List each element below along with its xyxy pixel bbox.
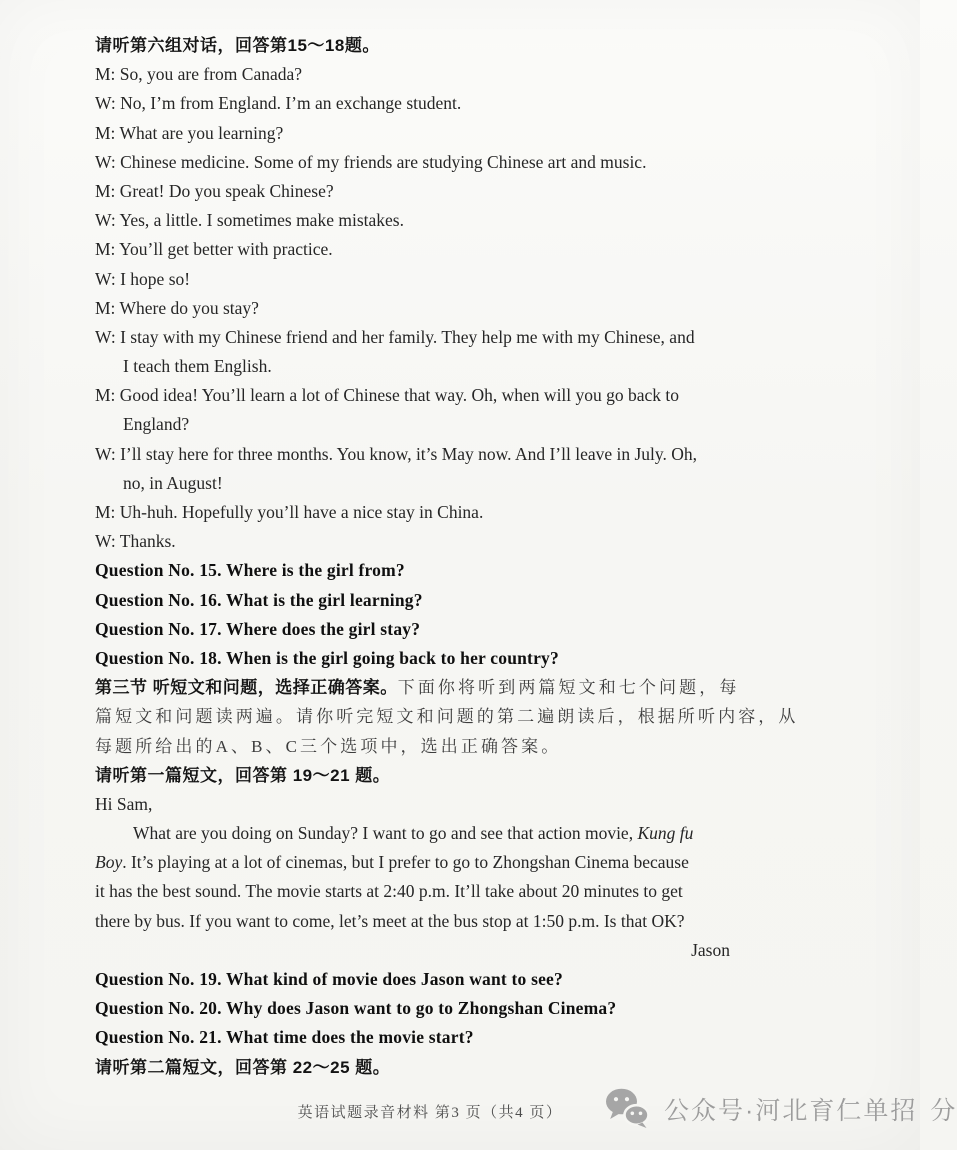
text-segment: no, in August! bbox=[123, 472, 223, 493]
transcript-line bbox=[95, 60, 740, 89]
text-segment: W: I hope so! bbox=[95, 268, 191, 289]
transcript-line bbox=[95, 498, 740, 527]
text-segment: 请听第一篇短文，回答第 19～21 题。 bbox=[95, 765, 391, 785]
transcript-line bbox=[95, 410, 740, 439]
transcript-line bbox=[95, 323, 740, 352]
transcript-line bbox=[95, 177, 740, 206]
transcript-line bbox=[95, 673, 740, 702]
transcript-line bbox=[95, 352, 740, 381]
transcript-line bbox=[95, 235, 740, 264]
text-segment: M: Uh-huh. Hopefully you’ll have a nice stay in China. bbox=[95, 502, 484, 522]
text-segment: there by bus. If you want to come, let’s meet at the bus stop at 1:50 p.m. Is that OK? bbox=[95, 910, 685, 931]
transcript-line bbox=[95, 440, 740, 469]
listening-transcript bbox=[95, 31, 799, 1082]
watermark-clipped-char: 分 bbox=[930, 1097, 957, 1125]
text-segment: Jason bbox=[691, 939, 730, 960]
text-segment: it has the best sound. The movie starts at 2:40 p.m. It’ll take about 20 minutes to get bbox=[95, 881, 683, 902]
transcript-line bbox=[95, 761, 740, 790]
transcript-line bbox=[95, 848, 740, 877]
text-segment: Boy bbox=[95, 852, 123, 873]
transcript-line bbox=[95, 206, 740, 235]
transcript-line bbox=[95, 586, 740, 615]
text-segment: I teach them English. bbox=[123, 356, 272, 377]
text-segment: M: So, you are from Canada? bbox=[95, 64, 303, 85]
transcript-line bbox=[95, 556, 740, 585]
text-segment: Question No. 19. What kind of movie does Jason want to see? bbox=[95, 969, 563, 989]
text-segment: W: No, I’m from England. I’m an exchange student. bbox=[95, 93, 462, 114]
text-segment: . It’s playing at a lot of cinemas, but I prefer to go to Zhongshan Cinema because bbox=[122, 852, 689, 873]
text-segment: Hi Sam, bbox=[95, 793, 153, 814]
transcript-line bbox=[95, 381, 740, 410]
text-segment: Question No. 18. When is the girl going back to her country? bbox=[95, 647, 559, 668]
text-segment: 请听第二篇短文，回答第 22～25 题。 bbox=[95, 1057, 391, 1077]
text-segment: M: You’ll get better with practice. bbox=[95, 239, 333, 260]
page-footer: 英语试题录音材料 第3 页（共4 页） bbox=[297, 1105, 563, 1121]
transcript-line bbox=[95, 644, 740, 673]
transcript-line bbox=[95, 877, 740, 906]
text-segment: Question No. 15. Where is the girl from? bbox=[95, 560, 405, 581]
transcript-line bbox=[95, 907, 740, 936]
text-segment: 篇短文和问题读两遍。请你听完短文和问题的第二遍朗读后，根据所听内容，从 bbox=[95, 707, 799, 727]
transcript-line bbox=[95, 527, 740, 556]
transcript-line bbox=[95, 1023, 740, 1052]
transcript-line bbox=[95, 702, 799, 731]
text-segment: Question No. 20. Why does Jason want to go to Zhongshan Cinema? bbox=[95, 998, 617, 1019]
text-segment: M: Where do you stay? bbox=[95, 297, 259, 318]
text-segment: Question No. 21. What time does the movie start? bbox=[95, 1027, 474, 1048]
transcript-line bbox=[95, 1053, 740, 1082]
text-segment: 第三节 听短文和问题，选择正确答案。 bbox=[95, 678, 398, 698]
transcript-line bbox=[95, 994, 740, 1023]
text-segment: 每题所给出的A、B、C三个选项中，选出正确答案。 bbox=[95, 736, 562, 756]
text-segment: 下面你将听到两篇短文和七个问题，每 bbox=[397, 678, 740, 698]
text-segment: W: Thanks. bbox=[95, 531, 176, 552]
transcript-line bbox=[95, 965, 740, 994]
text-segment: W: Yes, a little. I sometimes make mistakes. bbox=[95, 210, 404, 231]
text-segment: W: Chinese medicine. Some of my friends are studying Chinese art and music. bbox=[95, 151, 647, 172]
text-segment: What are you doing on Sunday? I want to go and see that action movie, bbox=[133, 823, 638, 844]
wechat-watermark bbox=[604, 1084, 957, 1134]
text-segment: M: What are you learning? bbox=[95, 122, 284, 143]
transcript-line bbox=[95, 89, 740, 118]
text-segment: W: I stay with my Chinese friend and her family. They help me with my Chinese, and bbox=[95, 326, 695, 347]
text-segment: W: I’ll stay here for three months. You know, it’s May now. And I’ll leave in July. Oh, bbox=[95, 443, 698, 464]
transcript-line bbox=[95, 265, 740, 294]
transcript-line bbox=[95, 31, 740, 60]
text-segment: M: Good idea! You’ll learn a lot of Chinese that way. Oh, when will you go back to bbox=[95, 385, 680, 406]
text-segment: M: Great! Do you speak Chinese? bbox=[95, 180, 334, 201]
transcript-line bbox=[95, 148, 740, 177]
text-segment: Question No. 17. Where does the girl stay? bbox=[95, 618, 421, 639]
wechat-icon bbox=[604, 1087, 651, 1131]
transcript-line bbox=[95, 119, 740, 148]
transcript-line bbox=[95, 615, 740, 644]
text-segment: 请听第六组对话，回答第15～18题。 bbox=[95, 36, 380, 55]
transcript-line bbox=[95, 936, 740, 965]
transcript-line bbox=[95, 469, 740, 498]
watermark-text: 公众号·河北育仁单招 bbox=[664, 1097, 918, 1125]
text-segment: Question No. 16. What is the girl learning? bbox=[95, 589, 423, 610]
transcript-line bbox=[95, 732, 740, 761]
text-segment: England? bbox=[123, 414, 190, 435]
text-segment: Kung fu bbox=[637, 823, 694, 844]
transcript-line bbox=[95, 819, 740, 848]
transcript-line bbox=[95, 294, 740, 323]
transcript-line bbox=[95, 790, 740, 819]
